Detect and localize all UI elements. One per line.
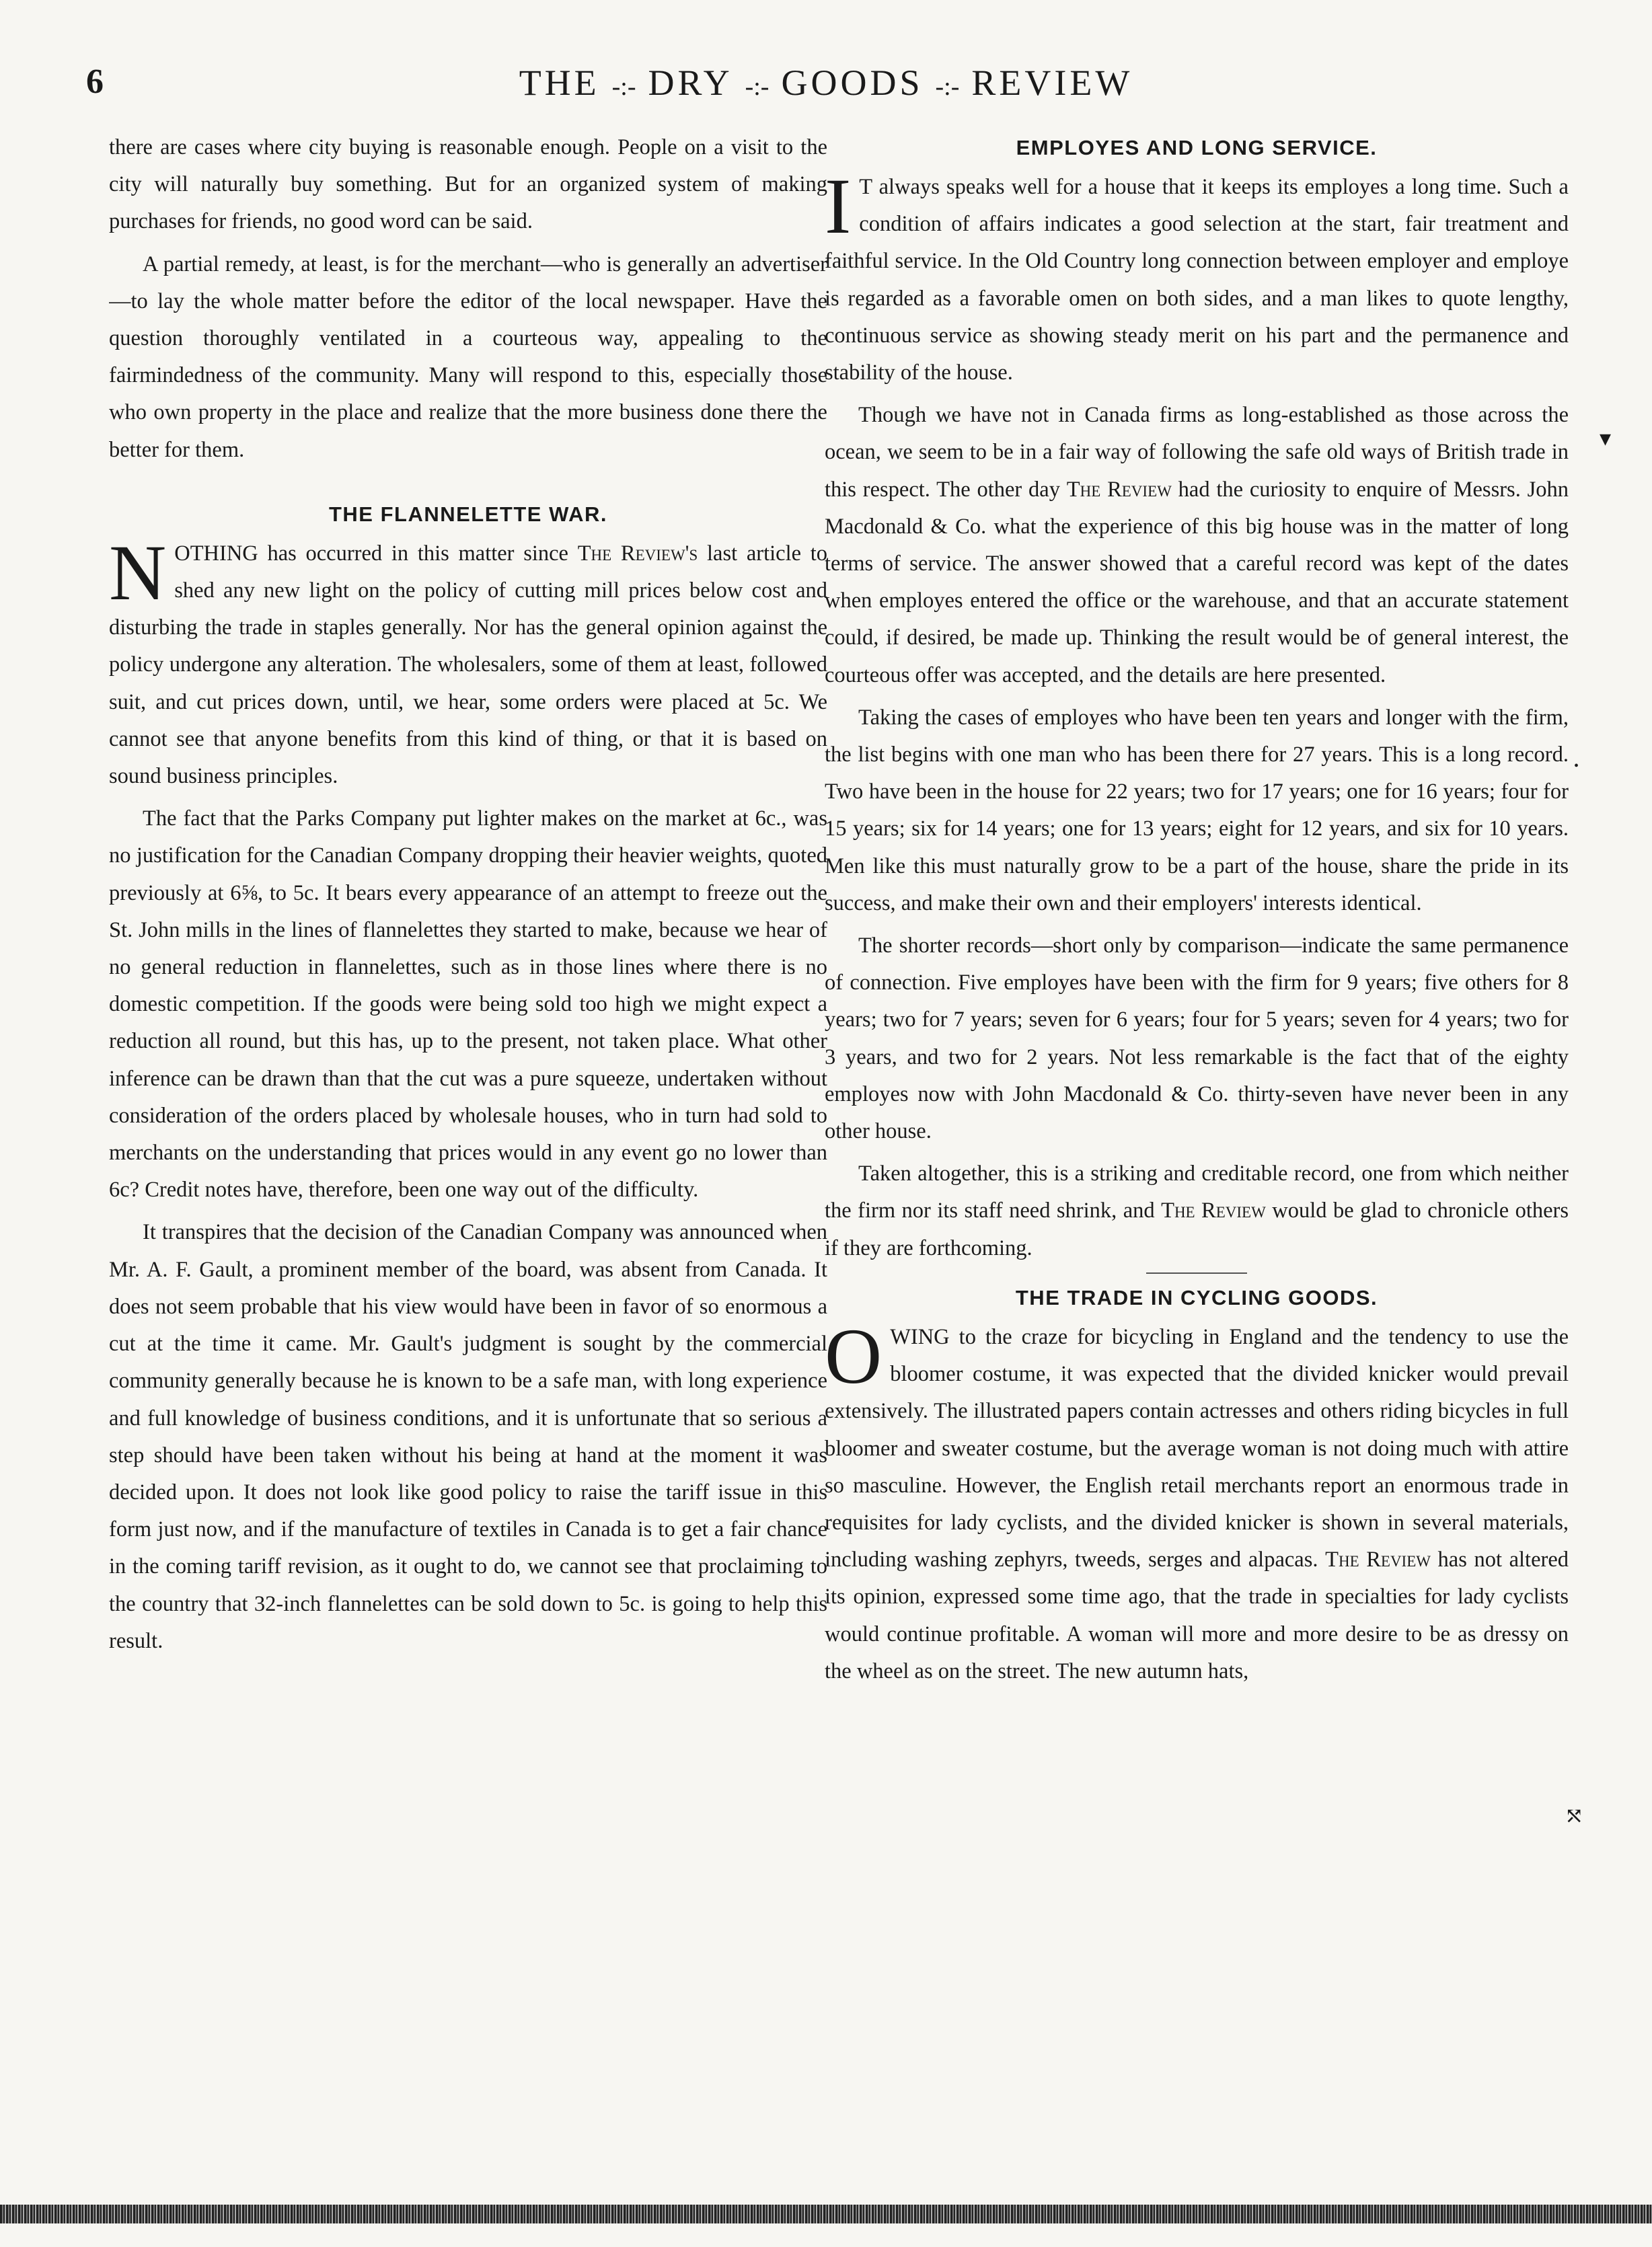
text-run: T always speaks well for a house that it keeps its employes a long time. Such a condition of affairs indicates a good selection at the start, fair treatment and faithful service. In the Old Country long connection between employer and employe is regarded as a favorable omen on both sides, and a man likes to quote lengthy, continuous service as showing steady merit on his part and the permanence and stability of the house. <box>825 175 1569 385</box>
text-run: had the curiosity to enquire of Messrs. John Macdonald & Co. what the experience of this big house was in the matter of long terms of service. The answer showed that a careful record was kept of the dates when employes entered the office or the warehouse, and that an accurate statement could, if desired, be made up. Thinking the result would be of general interest, the courteous offer was accepted, and the details are here presented. <box>825 477 1569 687</box>
review-name: The Review <box>1066 477 1172 502</box>
masthead-word: THE <box>519 63 600 103</box>
review-name: The Review <box>1161 1198 1266 1223</box>
left-column <box>109 129 827 2147</box>
article-paragraph: The shorter records—short only by comparison—indicate the same permanence of connection. Five employes have been with the firm for 9 years; five others for 8 years; two for 7 years; seven for 6 years; four for 5 years; seven for 4 years; two for 3 years, and two for 2 years. Not less remarkable is the fact that of the eighty employes now with John Macdonald & Co. thirty-seven have never been in any other house. <box>825 934 1569 1144</box>
article-paragraph: It transpires that the decision of the Canadian Company was announced when Mr. A. F. Gault, a prominent member of the board, was absent from Canada. It does not seem probable that his view would have been in favor of so enormous a cut at the time it came. Mr. Gault's judgment is sought by the commercial community generally because he is known to be a safe man, with long experience and full knowledge of business conditions, and it is unfortunate that so serious a step should have been taken without his being at hand at the moment it was decided upon. It does not look like good policy to raise the tariff issue in this form just now, and if the manufacture of textiles in Canada is to get a fair chance in the coming tariff revision, as it ought to do, we cannot see that proclaiming to the country that 32-inch flannelettes can be sold down to 5c. is going to help this result. <box>109 1220 827 1653</box>
masthead-word: DRY <box>648 63 733 103</box>
margin-speck: ⤲ <box>1565 1804 1584 1829</box>
masthead <box>0 62 1652 104</box>
text-run: OTHING has occurred in this matter since <box>174 541 578 566</box>
drop-cap: I <box>825 162 852 250</box>
headline-flannelette-war: THE FLANNELETTE WAR. <box>328 502 608 526</box>
drop-cap: N <box>109 528 167 617</box>
article-paragraph <box>825 1155 1569 1267</box>
article-paragraph: The fact that the Parks Company put lighter makes on the market at 6c., was no justification for the Canadian Company dropping their heavier weights, quoted previously at 6⅝, to 5c. It bears every appearance of an attempt to freeze out the St. John mills in the lines of flannelettes they started to make, because we hear of no general reduction in flannelettes, such as in those lines where there is no domestic competition. If the goods were being sold too high we might expect a reduction all round, but this has, up to the present, not taken place. What other inference can be drawn than that the cut was a pure squeeze, undertaken without consideration of the orders placed by wholesale houses, who in turn had sold to merchants on the understanding that prices would in any event go no lower than 6c? Credit notes have, therefore, been one way out of the difficulty. <box>109 806 827 1203</box>
right-column <box>825 129 1569 2147</box>
masthead-word: GOODS <box>781 63 924 103</box>
masthead-separator: -:- <box>745 72 769 101</box>
text-run: has not altered its opinion, expressed some time ago, that the trade in specialties for lady cyclists would continue profitable. A woman will more and more desire to be as dressy on the wheel as on the street. The new autumn hats, <box>825 1548 1569 1683</box>
text-run: Taken altogether, this is a striking and creditable record, one from which neither the firm nor its staff need shrink, and <box>825 1161 1569 1223</box>
article-paragraph <box>109 528 827 795</box>
article-paragraph: A partial remedy, at least, is for the merchant—who is generally an advertiser—to lay the whole matter before the editor of the local newspaper. Have the question thoroughly ventilated in a courteous way, appealing to the fairmindedness of the community. Many will respond to this, especially those who own property in the place and realize that the more business done there the better for them. <box>109 252 827 462</box>
article-paragraph <box>825 162 1569 391</box>
drop-cap: O <box>825 1311 883 1400</box>
masthead-separator: -:- <box>611 72 636 101</box>
article-paragraph <box>825 397 1569 694</box>
review-name: The Review's <box>577 541 698 566</box>
page-bottom-edge <box>0 2205 1652 2223</box>
text-run: last article to shed any new light on the policy of cutting mill prices below cost and disturbing the trade in staples generally. Nor has the general opinion against the policy undergone any alteration. The wholesalers, some of them at least, followed suit, and cut prices down, until, we hear, some orders were placed at 5c. We cannot see that anyone benefits from this kind of thing, or that it is based on sound business principles. <box>109 541 827 789</box>
text-run: WING to the craze for bicycling in England and the tendency to use the bloomer costume, it was expected that the divided knicker would prevail extensively. The illustrated papers contain actresses and others riding bicycles in full bloomer and sweater costume, but the average woman is not doing much with attire so masculine. However, the English retail merchants report an enormous trade in requisites for lady cyclists, and the divided knicker is shown in several materials, including washing zephyrs, tweeds, serges and alpacas. <box>825 1324 1569 1572</box>
margin-speck: • <box>1574 759 1579 773</box>
margin-speck: ▾ <box>1600 426 1612 451</box>
section-divider <box>1146 1272 1247 1274</box>
article-paragraph: there are cases where city buying is reasonable enough. People on a visit to the city will naturally buy something. But for an organized system of making purchases for friends, no good word can be said. <box>109 135 827 234</box>
text-run: Though we have not in Canada firms as long-established as those across the ocean, we seem to be in a fair way of following the safe old ways of British trade in this respect. The other day <box>825 403 1569 502</box>
review-name: The Review <box>1325 1548 1431 1572</box>
headline-employes-long-service: EMPLOYES AND LONG SERVICE. <box>1016 136 1378 159</box>
headline-cycling-goods: THE TRADE IN CYCLING GOODS. <box>1015 1285 1378 1309</box>
masthead-separator: -:- <box>935 72 960 101</box>
article-paragraph <box>825 1311 1569 1690</box>
article-paragraph: Taking the cases of employes who have been ten years and longer with the firm, the list begins with one man who has been there for 27 years. This is a long record. Two have been in the house for 22 years; two for 17 years; one for 16 years; four for 15 years; six for 14 years; one for 13 years; eight for 12 years, and six for 10 years. Men like this must naturally grow to be a part of the house, share the pride in its success, and make their own and their employers' interests identical. <box>825 705 1569 915</box>
masthead-word: REVIEW <box>971 63 1133 103</box>
text-run: would be glad to chronicle others if they are forthcoming. <box>825 1198 1569 1260</box>
page-number: 6 <box>86 63 104 101</box>
